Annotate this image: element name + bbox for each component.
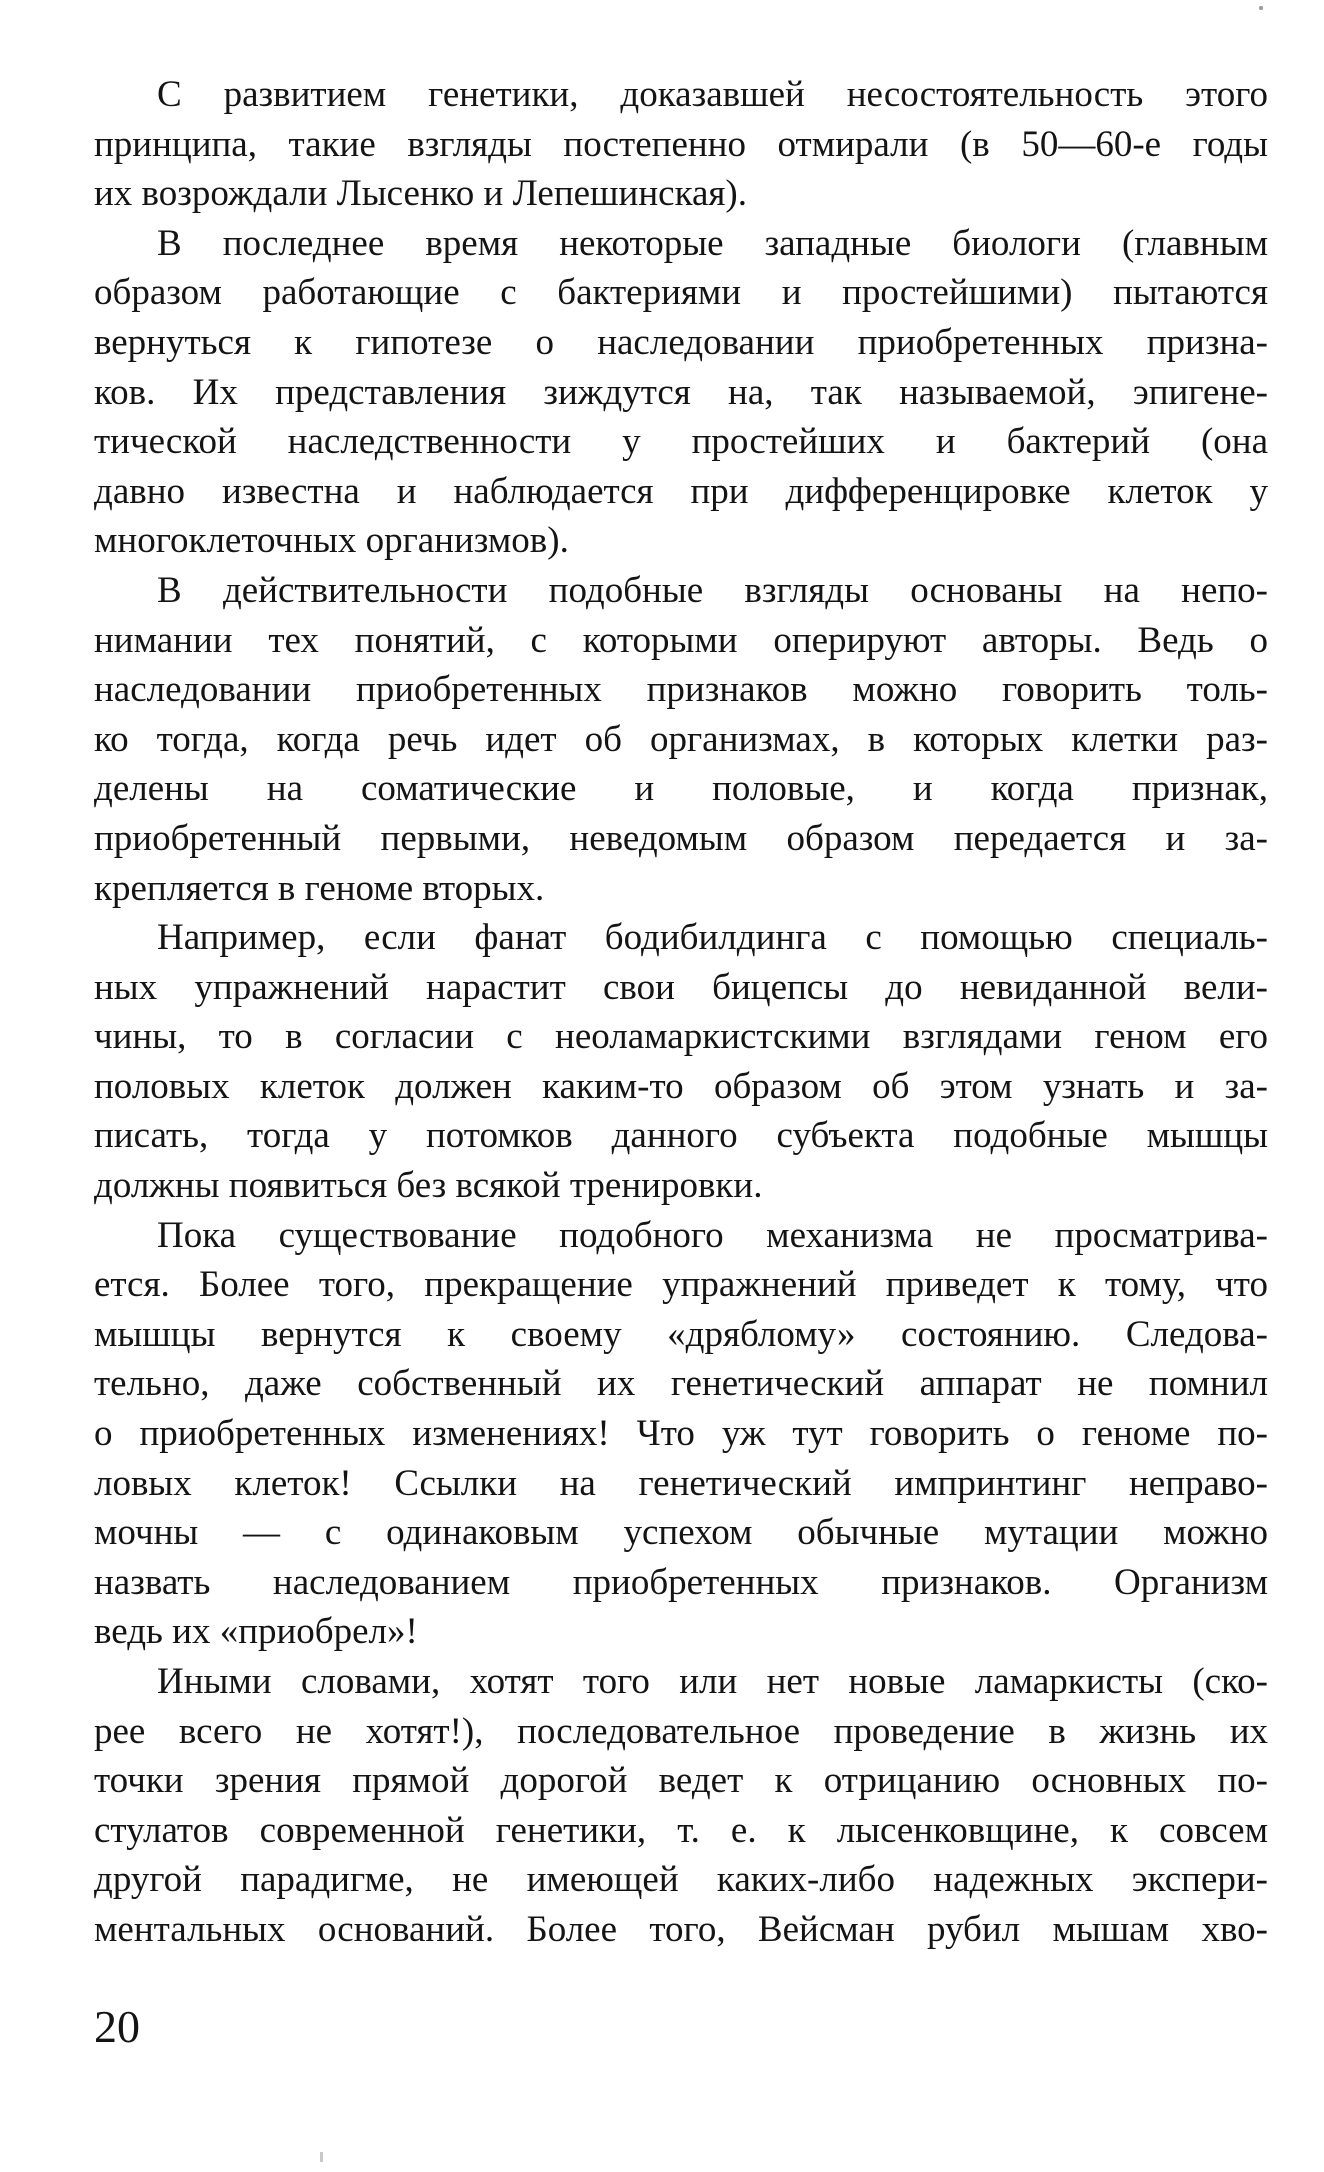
text-line: делены на соматические и половые, и когда признак,	[94, 768, 1268, 810]
text-line: ется. Более того, прекращение упражнений приведет к тому, что	[94, 1264, 1268, 1306]
text-line: Иными словами, хотят того или нет новые ламаркисты (ско-	[157, 1661, 1268, 1702]
text-line: точки зрения прямой дорогой ведет к отрицанию основных по-	[94, 1760, 1268, 1802]
text-line: С развитием генетики, доказавшей несостоятельность этого	[157, 74, 1268, 115]
body-text	[94, 70, 1268, 1955]
text-line: ных упражнений нарастит свои бицепсы до невиданной вели-	[94, 966, 1268, 1008]
text-line: Например, если фанат бодибилдинга с помощью специаль-	[157, 917, 1268, 959]
scan-speck-bottom	[320, 2152, 323, 2162]
text-line: должны появиться без всякой тренировки.	[94, 1165, 763, 1207]
text-line: ко тогда, когда речь идет об организмах, в которых клетки раз-	[94, 718, 1268, 760]
text-line: о приобретенных изменениях! Что уж тут говорить о геноме по-	[94, 1413, 1268, 1455]
text-line: ментальных оснований. Более того, Вейсман рубил мышам хво-	[94, 1908, 1268, 1950]
paragraph	[94, 219, 1268, 566]
text-line: назвать наследованием приобретенных признаков. Организм	[94, 1561, 1268, 1603]
text-line: крепляется в геноме вторых.	[94, 867, 545, 909]
paragraph	[94, 913, 1268, 1211]
text-line: В последнее время некоторые западные биологи (главным	[157, 222, 1268, 264]
text-line: многоклеточных организмов).	[94, 520, 569, 562]
text-line: нимании тех понятий, с которыми оперируют авторы. Ведь о	[94, 619, 1268, 661]
paragraph	[94, 1657, 1268, 1955]
text-line: наследовании приобретенных признаков можно говорить толь-	[94, 669, 1268, 711]
paragraph	[94, 70, 1268, 219]
text-line: писать, тогда у потомков данного субъекта подобные мышцы	[94, 1115, 1268, 1157]
paragraph	[94, 1211, 1268, 1657]
text-line: половых клеток должен каким-то образом об этом узнать и за-	[94, 1065, 1268, 1107]
text-line: тельно, даже собственный их генетический аппарат не помнил	[94, 1363, 1268, 1405]
text-line: мочны — с одинаковым успехом обычные мутации можно	[94, 1512, 1268, 1554]
text-line: ведь их «приобрел»!	[94, 1611, 418, 1653]
text-line: другой парадигме, не имеющей каких-либо надежных экспери-	[94, 1859, 1268, 1901]
text-line: Пока существование подобного механизма не просматрива-	[157, 1214, 1268, 1256]
text-line: тической наследственности у простейших и бактерий (она	[94, 421, 1268, 463]
text-line: давно известна и наблюдается при дифференцировке клеток у	[94, 470, 1268, 512]
text-line: ков. Их представления зиждутся на, так называемой, эпигене-	[94, 371, 1268, 413]
text-line: их возрождали Лысенко и Лепешинская).	[94, 173, 747, 215]
text-line: мышцы вернутся к своему «дряблому» состоянию. Следова-	[94, 1313, 1268, 1355]
text-line: образом работающие с бактериями и простейшими) пытаются	[94, 272, 1268, 314]
text-line: ловых клеток! Ссылки на генетический импринтинг неправо-	[94, 1462, 1268, 1504]
paragraph	[94, 566, 1268, 913]
text-line: приобретенный первыми, неведомым образом передается и за-	[94, 817, 1268, 859]
text-line: принципа, такие взгляды постепенно отмирали (в 50—60-е годы	[94, 123, 1268, 165]
text-line: рее всего не хотят!), последовательное проведение в жизнь их	[94, 1710, 1268, 1752]
page-number: 20	[94, 2001, 140, 2052]
text-line: стулатов современной генетики, т. е. к лысенковщине, к совсем	[94, 1809, 1268, 1851]
text-line: вернуться к гипотезе о наследовании приобретенных призна-	[94, 321, 1268, 363]
text-line: В действительности подобные взгляды основаны на непо-	[157, 569, 1268, 611]
scan-speck	[1259, 6, 1263, 10]
text-line: чины, то в согласии с неоламаркистскими взглядами геном его	[94, 1016, 1268, 1058]
